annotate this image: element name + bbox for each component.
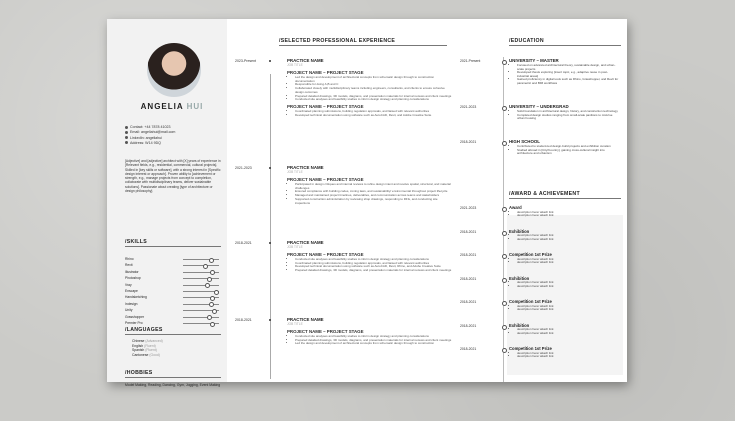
skill-level-dot xyxy=(205,283,210,288)
education-entry xyxy=(509,58,619,88)
skill-level-dot xyxy=(210,270,215,275)
bullet-item: • Collaborated closely with multidisciplinary teams including engineers, consultants, and clients to ensure cohesive design outcomes xyxy=(295,87,452,94)
languages-heading: /LANGUAGES xyxy=(125,327,221,335)
phone-text: Contact: +44 7878 41023 xyxy=(130,125,171,129)
contact-list xyxy=(125,125,175,146)
bullet-item: • description here/ attach link xyxy=(517,305,619,309)
bullet-item: • Contributed to student-led design-build projects and exhibition curation xyxy=(517,145,619,149)
language-name: Chinese xyxy=(132,339,145,343)
bullet-item: • Focused on advanced architectural theory, sustainable design, and urban-scale projects xyxy=(517,64,619,71)
project-name: PROJECT NAME – PROJECT STAGE xyxy=(287,177,364,182)
skill-bar xyxy=(183,265,219,266)
bullet-item: • description here/ attach link xyxy=(517,352,619,356)
first-name: ANGELIA xyxy=(140,102,184,111)
language-name: Spanish xyxy=(132,348,145,353)
skill-name: Revit xyxy=(125,263,133,268)
profile-photo xyxy=(147,43,201,97)
timeline-dot xyxy=(502,207,507,212)
timeline-dot xyxy=(502,106,507,111)
location-icon xyxy=(125,141,128,144)
education-title: UNIVERSITY – UNDERGRAD xyxy=(509,104,569,109)
skill-level-dot xyxy=(212,309,217,314)
skill-name: Illustrator xyxy=(125,269,139,274)
bullet-item: • Led the design and development of architectural concepts from schematic design through to construction documentation xyxy=(295,76,452,83)
skills-list xyxy=(125,257,221,327)
bullet-item: • Solid foundation in architectural design, history, and construction technology xyxy=(517,110,619,114)
bullet-item: • Studied abroad in [City/Country], gaining cross-cultural insight into architecture and urbanism xyxy=(517,149,619,156)
bullet-item: • Prepared detailed drawings, 3D models, diagrams, and presentation materials for internal reviews and client meetings xyxy=(295,269,452,273)
education-dates: 2018-2021 xyxy=(460,140,477,144)
bullet-item: • Prepared detailed drawings, 3D models, diagrams, and presentation materials for internal reviews and client meetings xyxy=(295,339,452,343)
language-level: (Advanced) xyxy=(145,339,163,343)
project-bullets xyxy=(287,183,452,205)
award-bullets xyxy=(509,281,619,288)
bullet-item: • description here/ attach link xyxy=(517,214,619,218)
skill-bar xyxy=(183,285,219,286)
bullet-item: • Completed design studios ranging from small-scale pavilions to mid-rise urban housing xyxy=(517,114,619,121)
skill-level-dot xyxy=(210,296,215,301)
profile-name xyxy=(117,102,227,111)
award-title: Exhibition xyxy=(509,275,530,281)
bullet-item: • Gained proficiency in digital tools such as Rhino, Grasshopper, and Revit for parametric and BIM workflows xyxy=(517,78,619,85)
bullet-item: • Coordinated planning submissions, building regulation approvals, and liaised with relevant authorities xyxy=(295,110,452,114)
education-bullets xyxy=(509,110,619,121)
bullet-item: • Developed technical documentation using software such as AutoCAD, Revit, Rhino, and Adobe Creative Suite xyxy=(295,265,452,269)
project-name: PROJECT NAME – PROJECT STAGE xyxy=(287,103,364,109)
skill-name: Handsketching xyxy=(125,295,147,300)
project-bullets xyxy=(287,76,452,102)
timeline-dot xyxy=(269,60,271,62)
job-dates: 2023-Present xyxy=(235,59,257,63)
timeline-dot xyxy=(502,231,507,236)
bullet-item: • Conducted site analyses and feasibility studies to inform design strategy and planning considerations xyxy=(295,335,452,339)
job-title: JOB TITLE xyxy=(287,245,303,249)
timeline-dot xyxy=(502,141,507,146)
language-name: English xyxy=(132,343,144,348)
bullet-item: • Managed and maintained project timelines, deliverables, and communication across teams and stakeholders xyxy=(295,194,452,198)
project-bullets xyxy=(287,110,452,117)
practice-name: PRACTICE NAME xyxy=(287,317,324,322)
skill-name: Indesign xyxy=(125,301,138,306)
award-entry xyxy=(509,276,619,289)
experience-timeline xyxy=(270,74,271,379)
job-title: JOB TITLE xyxy=(287,170,303,174)
skill-bar xyxy=(183,317,219,318)
education-title: HIGH SCHOOL xyxy=(509,139,540,144)
project-name: PROJECT NAME – PROJECT STAGE xyxy=(287,329,364,334)
job-dates: 2021-2023 xyxy=(235,166,252,170)
contact-address xyxy=(125,141,175,146)
skills-heading: /SKILLS xyxy=(125,239,221,247)
skill-bar xyxy=(183,259,219,260)
bullet-item: • description here/ attach link xyxy=(517,258,619,262)
job-entry xyxy=(287,240,452,275)
award-bullets xyxy=(509,211,619,218)
job-entry xyxy=(287,317,452,348)
award-dates: 2018-2021 xyxy=(460,300,477,304)
bullet-item: • description here/ attach link xyxy=(517,285,619,289)
bullet-item: • description here/ attach link xyxy=(517,211,619,215)
education-heading: /EDUCATION xyxy=(509,38,621,46)
practice-name: PRACTICE NAME xyxy=(287,240,324,245)
bullet-item: • Participated in design critiques and internal reviews to refine design intent and resolve spatial, structural, and material challenges xyxy=(295,183,452,190)
award-bullets xyxy=(509,234,619,241)
award-entry xyxy=(509,346,619,359)
skill-level-dot xyxy=(203,264,208,269)
awards-heading: /AWARD & ACHIEVEMENT xyxy=(509,191,621,199)
job-entry xyxy=(287,165,452,207)
award-bullets xyxy=(509,305,619,312)
bullet-item: • description here/ attach link xyxy=(517,261,619,265)
skill-level-dot xyxy=(207,277,212,282)
practice-name: PRACTICE NAME xyxy=(287,58,324,63)
award-entry xyxy=(509,323,619,336)
award-bullets xyxy=(509,352,619,359)
skill-name: Premier Pro xyxy=(125,320,143,325)
bullet-item: • Coordinated planning submissions, building regulation approvals, and liaised with relevant authorities xyxy=(295,262,452,266)
language-row xyxy=(132,353,163,358)
skill-bar xyxy=(183,278,219,279)
award-dates: 2018-2021 xyxy=(460,253,477,257)
job-title: JOB TITLE xyxy=(287,63,303,67)
bullet-item: • description here/ attach link xyxy=(517,328,619,332)
skill-level-dot xyxy=(209,302,214,307)
bullet-item: • Ensured compliance with building codes, zoning laws, and sustainability/ environmental throughout project lifecycle xyxy=(295,190,452,194)
timeline-dot xyxy=(502,325,507,330)
bullet-item: • Supported construction administration by reviewing shop drawings, responding to RFIs, and conducting site inspections xyxy=(295,198,452,205)
award-dates: 2018-2021 xyxy=(460,276,477,281)
last-name: HUI xyxy=(186,102,204,111)
bullet-item: • description here/ attach link xyxy=(517,308,619,312)
language-level: (Fluent) xyxy=(144,343,156,348)
skill-name: Vray xyxy=(125,282,132,287)
email-text: Email: angeliahui@mail.com xyxy=(130,130,176,135)
timeline-dot xyxy=(502,254,507,259)
project-name: PROJECT NAME – PROJECT STAGE xyxy=(287,252,364,257)
bullet-item: • description here/ attach link xyxy=(517,332,619,336)
language-level: (Good) xyxy=(149,352,160,357)
skill-name: Rhino xyxy=(125,257,134,261)
resume-page xyxy=(107,19,627,387)
timeline-dot xyxy=(502,60,507,65)
job-dates: 2018-2021 xyxy=(235,241,252,245)
education-bullets xyxy=(509,145,619,156)
skill-name: Grasshopper xyxy=(125,314,145,319)
bullet-item: • description here/ attach link xyxy=(517,238,619,242)
job-title: JOB TITLE xyxy=(287,322,303,326)
award-title: Award xyxy=(509,205,522,210)
award-title: Competition 1st Prize xyxy=(509,299,552,304)
skill-name: Enscape xyxy=(125,288,138,293)
bullet-item: • Prepared detailed drawings, 3D models, diagrams, and presentation materials for internal reviews and client meetings xyxy=(295,95,452,99)
education-entry xyxy=(509,104,619,123)
hobbies-text: Model Making, Reading, Dancing, Gym, Jogging, Event Making xyxy=(125,383,221,387)
about-paragraph: [Adjective] and [adjective] architect with [X] years of experience in [Relevant fields, e.g., residential, commercial, cultural projects]. Skilled in [key skills or software], with a strong interest in [Specific design interest or approach]. Proven ability to [achievement or strength, e.g., manage projects from concept to completion, collaborate with multidisciplinary teams, deliver sustainable solutions]. Passionate about creating [type of architecture or design philosophy]. xyxy=(125,159,221,194)
bullet-item: • Led the design and development of architectural concepts from schematic design through to construction xyxy=(295,342,452,346)
award-entry xyxy=(509,252,619,265)
award-bullets xyxy=(509,258,619,265)
award-title: Competition 1st Prize xyxy=(509,252,552,257)
award-dates: 2018-2021 xyxy=(460,347,477,351)
skill-level-dot xyxy=(209,258,214,263)
bullet-item: • description here/ attach link xyxy=(517,355,619,359)
timeline-dot xyxy=(502,301,507,306)
bullet-item: • Conducted site analyses and feasibility studies to inform design strategy and planning considerations xyxy=(295,258,452,262)
bullet-item: • description here/ attach link xyxy=(517,234,619,238)
award-dates: 2018-2021 xyxy=(460,229,477,234)
address-text: Address: W14 9DQ xyxy=(130,140,161,145)
skill-level-dot xyxy=(210,322,215,327)
languages-list xyxy=(132,339,163,357)
phone-icon xyxy=(125,126,128,129)
education-title: UNIVERSITY – MASTER xyxy=(509,58,559,63)
linkedin-icon xyxy=(125,136,128,139)
award-dates: 2018-2021 xyxy=(460,323,477,328)
bullet-item: • Conducted site analyses and feasibility studies to inform design strategy and planning considerations xyxy=(295,98,452,102)
skill-level-dot xyxy=(207,315,212,320)
job-entry xyxy=(287,58,452,119)
practice-name: PRACTICE NAME xyxy=(287,165,324,170)
project-name: PROJECT NAME – PROJECT STAGE xyxy=(287,70,364,75)
skill-name: Photoshop xyxy=(125,276,141,281)
award-title: Competition 1st Prize xyxy=(509,346,552,351)
bullet-item: • Developed thesis exploring [insert topic, e.g., adaptive reuse in post-industrial areas] xyxy=(517,71,619,78)
project-bullets xyxy=(287,258,452,273)
award-entry xyxy=(509,205,619,218)
language-level: (Fluent) xyxy=(145,348,157,353)
award-entry xyxy=(509,299,619,312)
education-bullets xyxy=(509,64,619,86)
award-entry xyxy=(509,229,619,242)
linkedin-text: LinkedIn: angeliahui xyxy=(130,135,162,140)
experience-heading: /SELECTED PROFESSIONAL EXPERIENCE xyxy=(279,38,447,46)
skill-bar xyxy=(183,304,219,305)
hobbies-heading: /HOBBIES xyxy=(125,370,221,378)
award-title: Exhibition xyxy=(509,228,530,234)
bullet-item: • description here/ attach link xyxy=(517,281,619,285)
timeline-dot xyxy=(502,278,507,283)
award-bullets xyxy=(509,328,619,335)
language-name: Cantonese xyxy=(132,352,149,357)
timeline-dot xyxy=(502,348,507,353)
education-dates: 2021-Present xyxy=(460,59,481,63)
skill-level-dot xyxy=(214,290,219,295)
award-title: Exhibition xyxy=(509,322,530,328)
job-dates: 2018-2021 xyxy=(235,318,252,322)
education-dates: 2021-2023 xyxy=(460,105,477,109)
email-icon xyxy=(125,131,128,134)
bullet-item: • Developed technical documentation using software such as AutoCAD, Revit, and Adobe Creative Suite xyxy=(295,114,452,118)
bullet-item: • Responsible for doing A,B and C xyxy=(295,83,452,87)
education-entry xyxy=(509,139,619,158)
skill-name: Unity xyxy=(125,308,133,313)
project-bullets xyxy=(287,335,452,346)
award-dates: 2021-2023 xyxy=(460,206,477,210)
